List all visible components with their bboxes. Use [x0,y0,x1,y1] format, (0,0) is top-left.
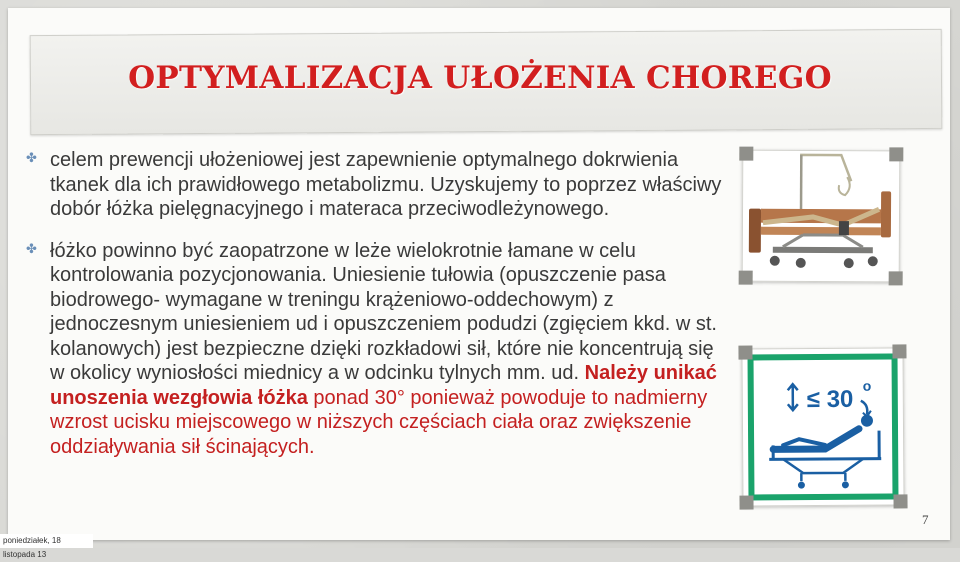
sign-label: ≤ 30 [806,385,854,414]
photo-corner [739,495,753,509]
photo-corner [889,147,903,161]
sign-degree: o [862,377,872,394]
bed-photo-frame [742,150,901,283]
page-number: 7 [922,512,929,527]
photo-corner [892,344,906,358]
photo-corner [739,147,753,161]
photo-corner [738,345,752,359]
slide-title: OPTYMALIZACJA UŁOŻENIA CHOREGO [128,60,832,96]
bullet-item-1 [26,148,726,222]
bullet-text-1: celem prewencji ułożeniowej jest zapewnienie optymalnego dokrwienia tkanek dla ich prawidłowego metabolizmu. Uzyskujemy to poprzez właściwy dobór łóżka pielęgnacyjnego i materaca przeciwodleżynowego. [50,149,722,220]
photo-corner [893,494,907,508]
slide-content [26,148,726,476]
incline-sign-frame [741,347,904,506]
photo-corner [889,271,903,285]
bullet-star-icon: ✤ [26,150,37,165]
bullet-star-icon: ✤ [26,240,37,256]
bullet-item-2 [26,239,726,460]
incline-30-degree-sign [742,348,903,505]
bullet-text-2-emphasis: Należy unikać unoszenia wezgłowia łóżka [50,362,717,409]
hospital-bed-image [743,151,900,282]
bullet-text-2b: ponad 30° ponieważ powoduje to nadmierny wzrost ucisku miejscowego w niższych częściach ciała oraz zwiększenie oddziaływania sił ścinających. [50,386,708,458]
bullet-text-2a: łóżko powinno być zaopatrzone w leże wielokrotnie łamane w celu kontrolowania pozycjonowania. Uniesienie tułowia (opuszczenie pasa biodrowego- wymagane w treningu krążeniowo-oddechowym) z jednoczesnym uniesieniem ud i opuszczeniem podudzi (zgięciem kkd. w st. kolanowych) jest bezpieczne dzięki rozkładowi sił, które nie koncentrują się w okolicy wyniosłości miednicy a w odcinku tylnych mm. ud. [50,239,717,384]
photo-corner [739,271,753,285]
footer-date: poniedziałek, 18 listopada 13 [0,534,93,548]
